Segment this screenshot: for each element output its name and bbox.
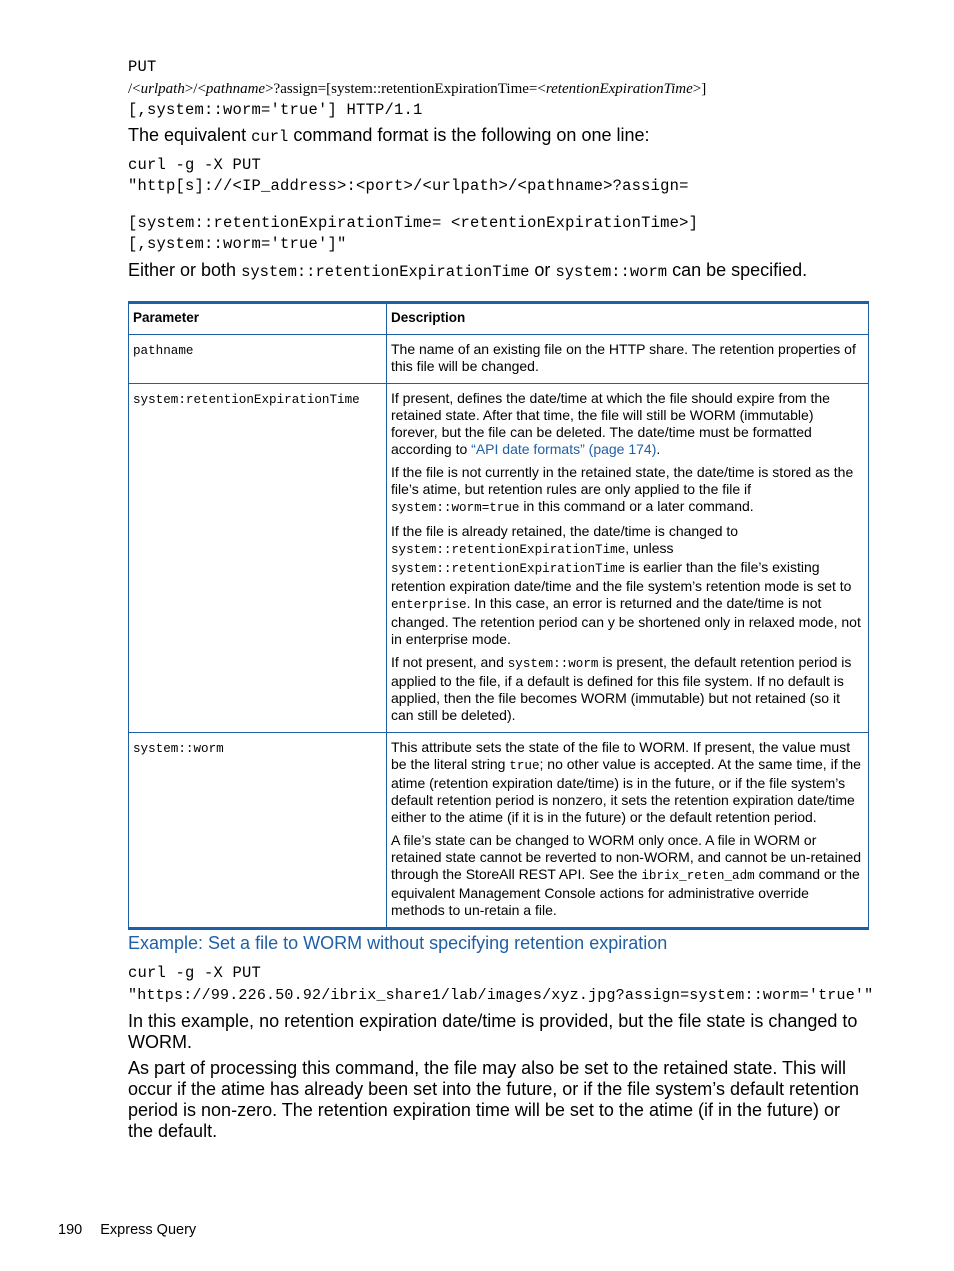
example-heading: Example: Set a file to WORM without specifying retention expiration (128, 933, 668, 953)
retention-p2-end: in this command or a later command. (519, 498, 754, 514)
curl-format-line1: curl -g -X PUT (128, 156, 262, 174)
retention-p3-text: If the file is already retained, the date/time is changed to (391, 523, 739, 539)
retention-p2-code: system::worm=true (391, 501, 520, 515)
worm-paragraph-2 (391, 832, 863, 919)
retention-p1-end: . (656, 441, 661, 457)
header-parameter: Parameter (129, 303, 387, 335)
footer-section: Express Query (100, 1222, 197, 1238)
example-code-line1: curl -g -X PUT (128, 964, 262, 982)
request-method: PUT (128, 58, 157, 76)
request-path (128, 79, 706, 100)
either-code-retention: system::retentionExpirationTime (241, 263, 530, 281)
either-sentence (128, 260, 807, 283)
retention-paragraph-4 (391, 654, 863, 724)
description-system-worm (387, 733, 869, 929)
header-description: Description (387, 303, 869, 335)
description-pathname (387, 335, 869, 384)
curl-format-line3: [system::retentionExpirationTime= <retentionExpirationTime>] (128, 214, 699, 232)
either-text-before: Either or both (128, 260, 242, 280)
retention-p3-mid2: is earlier than the file’s existing retention expiration date/time and the file system’s retention mode is set to (391, 559, 852, 594)
retention-p4-end: is present, the default retention period is applied to the file, if a default is defined for this file system. If no default is applied, then the file becomes WORM (immutable) but not retained (so it can still be deleted). (391, 654, 852, 723)
retention-p3-end: . In this case, an error is returned and the date/time is not changed. The retention period can y be shortened only in relaxed mode, not in enterprise mode. (391, 595, 861, 647)
retention-p3-code2: system::retentionExpirationTime (391, 562, 626, 576)
retention-p4-code: system::worm (507, 657, 599, 671)
request-path-prefix: /< (128, 81, 141, 97)
page-footer (58, 1222, 196, 1238)
worm-p1-end: ; no other value is accepted. At the same time, if the atime (retention expiration date/time) is in the future, or if the file system’s default retention period is nonzero, it sets the retention expiration date/time either to the atime (if it is in the future) or the default retention period. (391, 756, 861, 825)
retention-p1-text: If present, defines the date/time at which the file should expire from the retained state. After that time, the file will still be WORM (immutable) forever, but the file can be deleted. The date/time must be formatted according to (391, 390, 830, 457)
table-row (129, 733, 869, 929)
curl-format-line2: "http[s]://<IP_address>:<port>/<urlpath>/<pathname>?assign= (128, 177, 689, 195)
worm-paragraph-1 (391, 739, 863, 826)
equivalent-sentence (128, 125, 650, 148)
worm-p2-code: ibrix_reten_adm (641, 869, 755, 883)
parameter-table-wrapper (128, 301, 868, 930)
parameter-table (128, 301, 869, 930)
table-row (129, 335, 869, 384)
curl-format-line4: [,system::worm='true']" (128, 235, 347, 253)
table-header-row (129, 303, 869, 335)
equivalent-text-before: The equivalent (128, 125, 252, 145)
request-path-assign: >?assign=[system::retentionExpirationTime=< (265, 81, 546, 97)
request-path-urlpath: urlpath (140, 81, 185, 97)
retention-paragraph-1 (391, 390, 863, 458)
request-path-retention: retentionExpirationTime (545, 81, 693, 97)
example-paragraph-1: In this example, no retention expiration date/time is provided, but the file state is changed to WORM. (128, 1011, 858, 1052)
retention-p3-code3: enterprise (391, 598, 467, 612)
example-code-line2: "https://99.226.50.92/ibrix_share1/lab/images/xyz.jpg?assign=system::worm='true'" (128, 987, 874, 1004)
api-date-formats-link[interactable]: “API date formats” (page 174) (471, 441, 657, 457)
table-row (129, 384, 869, 733)
request-path-sep: >/< (184, 81, 206, 97)
worm-p2-text: A file’s state can be changed to WORM only once. A file in WORM or retained state cannot be reverted to non-WORM, and cannot be un-retained through the StoreAll REST API. See the (391, 832, 862, 882)
request-path-end: >] (692, 81, 707, 97)
param-retention-expiration-time: system:retentionExpirationTime (129, 384, 387, 733)
retention-p2-text: If the file is not currently in the retained state, the date/time is stored as the file’s atime, but retention rules are only applied to the file if (391, 464, 854, 497)
param-pathname: pathname (129, 335, 387, 384)
page-number: 190 (58, 1222, 83, 1238)
description-pathname-text: The name of an existing file on the HTTP share. The retention properties of this file will be changed. (391, 341, 856, 374)
worm-p1-text: This attribute sets the state of the file to WORM. If present, the value must be the literal string (391, 739, 851, 772)
retention-p4-text: If not present, and (391, 654, 508, 670)
either-text-mid: or (529, 260, 556, 280)
request-path-pathname: pathname (205, 81, 266, 97)
either-code-worm: system::worm (555, 263, 668, 281)
request-worm-line: [,system::worm='true'] HTTP/1.1 (128, 101, 423, 119)
worm-p2-end: command or the equivalent Management Console actions for administrative override methods to un-retain a file. (391, 866, 860, 918)
retention-paragraph-3 (391, 523, 863, 648)
equivalent-code: curl (251, 128, 289, 146)
param-system-worm: system::worm (129, 733, 387, 929)
retention-p3-code1: system::retentionExpirationTime (391, 543, 626, 557)
worm-p1-code: true (509, 759, 540, 773)
description-retention-expiration-time (387, 384, 869, 733)
retention-p3-mid1: , unless (625, 540, 674, 556)
either-text-after: can be specified. (667, 260, 808, 280)
equivalent-text-after: command format is the following on one line: (288, 125, 650, 145)
example-paragraph-2: As part of processing this command, the file may also be set to the retained state. This will occur if the atime has already been set into the future, or if the file system’s default retention period is non-zero. The retention expiration time will be set to the atime (if in the future) or the default. (128, 1058, 860, 1141)
retention-paragraph-2 (391, 464, 863, 517)
